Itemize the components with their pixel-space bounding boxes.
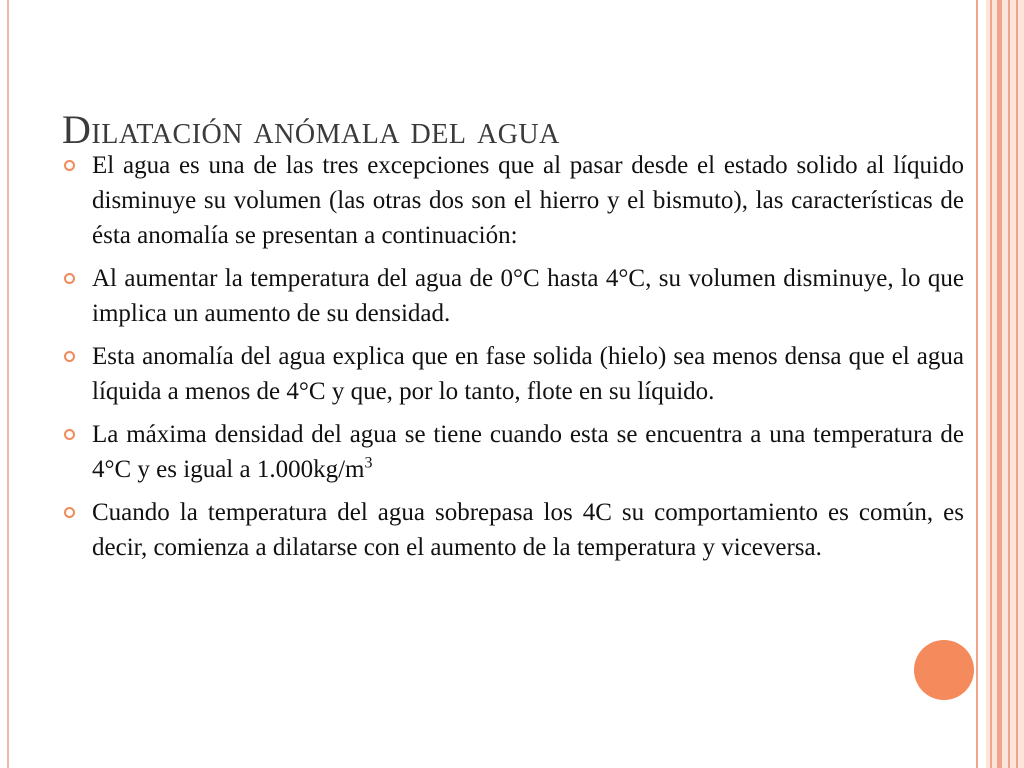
decorative-stripe xyxy=(1016,0,1018,768)
bullet-text: Cuando la temperatura del agua sobrepasa los 4C su comportamiento es común, es decir, comienza a dilatarse con el aumento de la temperatura y viceversa. xyxy=(92,499,964,561)
bullet-item xyxy=(62,495,964,565)
bullet-list xyxy=(62,148,964,573)
ring-bullet-icon xyxy=(64,507,75,518)
slide-title: Dilatación anómala del agua xyxy=(62,107,560,152)
bullet-item xyxy=(62,261,964,331)
bullet-text: Esta anomalía del agua explica que en fase solida (hielo) sea menos densa que el agua líquida a menos de 4°C y que, por lo tanto, flote en su líquido. xyxy=(92,343,964,405)
decorative-stripe xyxy=(976,0,978,768)
ring-bullet-icon xyxy=(64,429,75,440)
bullet-item xyxy=(62,417,964,487)
ring-bullet-icon xyxy=(64,160,75,171)
bullet-item xyxy=(62,148,964,253)
decorative-stripe xyxy=(990,0,992,768)
superscript-exponent: 3 xyxy=(364,454,373,472)
ring-bullet-icon xyxy=(64,351,75,362)
orange-circle-icon xyxy=(914,640,974,700)
left-border-line xyxy=(7,0,9,768)
bullet-text: La máxima densidad del agua se tiene cuando esta se encuentra a una temperatura de 4°C y es igual a 1.000kg/m xyxy=(92,421,964,483)
decorative-stripe xyxy=(1008,0,1010,768)
decorative-stripe xyxy=(997,0,1002,768)
bullet-item xyxy=(62,339,964,409)
ring-bullet-icon xyxy=(64,273,75,284)
bullet-text: Al aumentar la temperatura del agua de 0°C hasta 4°C, su volumen disminuye, lo que implica un aumento de su densidad. xyxy=(92,265,964,327)
bullet-text-with-superscript xyxy=(92,417,964,487)
bullet-text: El agua es una de las tres excepciones que al pasar desde el estado solido al líquido disminuye su volumen (las otras dos son el hierro y el bismuto), las características de ésta anomalía se presentan a continuación: xyxy=(92,152,964,249)
